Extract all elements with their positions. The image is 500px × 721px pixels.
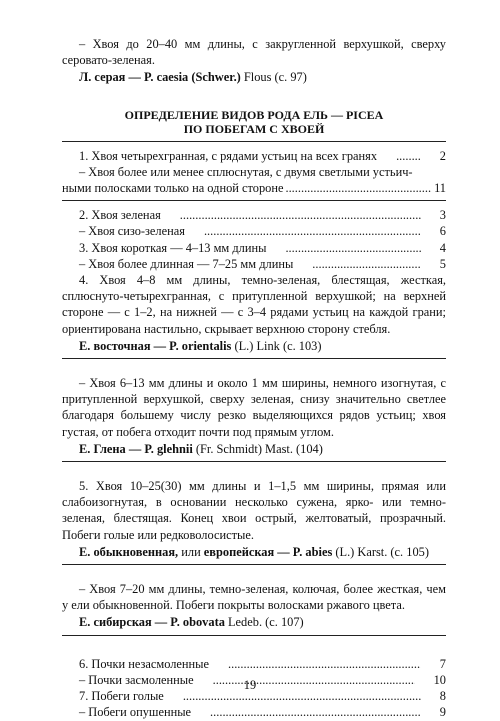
key-line-text: 1. Хвоя четырехгранная, с рядами устьиц на всех гранях xyxy=(79,148,378,163)
key-line-text: – Хвоя сизо-зеленая xyxy=(79,224,185,239)
divider xyxy=(62,141,446,142)
species-latin-name: P. abies xyxy=(292,544,333,559)
key-line-text: – Побеги опушенные xyxy=(79,705,192,720)
species-russian-name: Е. восточная — xyxy=(79,338,170,353)
key-line xyxy=(62,240,446,256)
key-line-number: 5 xyxy=(439,256,446,271)
species-russian-name: Л. серая — xyxy=(79,70,144,85)
species-author: Ledeb. (с. 107) xyxy=(224,615,304,630)
key-line-text: – Хвоя более длинная — 7–25 мм длины xyxy=(79,256,294,271)
species-latin-name: P. obovata xyxy=(170,615,225,630)
species-russian-name: Е. Глена — xyxy=(79,441,145,456)
key-line-text: ными полосками только на одной стороне xyxy=(62,181,284,196)
species-russian-name: Е. обыкновенная, xyxy=(79,544,179,559)
species-author: (L.) Karst. (с. 105) xyxy=(332,544,429,559)
key-line-number: 7 xyxy=(439,656,446,671)
species-russian-name: Е. сибирская — xyxy=(79,615,171,630)
key-line xyxy=(62,704,446,720)
page-content xyxy=(62,36,446,721)
text-paragraph: – Хвоя 6–13 мм длины и около 1 мм ширины, немного изогнутая, с притупленной верхушкой, сверху зеленая, снизу значительно светлее благодаря большему числу резко выделяющихся рядов устьиц; хвоя густая, от побега отходит почти под прямым углом. xyxy=(62,376,446,439)
species-name xyxy=(62,338,446,354)
key-line-number: 8 xyxy=(439,689,446,704)
species-latin-name: P. glehnii xyxy=(144,441,193,456)
key-line-number: 3 xyxy=(439,208,446,223)
species-conjunction: или xyxy=(178,544,204,559)
key-line-text: – Почки засмоленные xyxy=(79,672,194,687)
key-line xyxy=(62,656,446,672)
key-line-number: 9 xyxy=(439,705,446,720)
section-heading-line2: ПО ПОБЕГАМ С ХВОЕЙ xyxy=(183,122,325,137)
key-line-number: 4 xyxy=(439,240,446,255)
key-line-text: 3. Хвоя короткая — 4–13 мм длины xyxy=(79,240,267,255)
species-name xyxy=(62,544,446,560)
species-author: Flous (с. 97) xyxy=(240,70,307,85)
species-author: (L.) Link (с. 103) xyxy=(231,338,322,353)
key-line-text: 2. Хвоя зеленая xyxy=(79,208,161,223)
divider xyxy=(62,635,446,636)
divider xyxy=(62,358,446,359)
text-paragraph: 5. Хвоя 10–25(30) мм длины и 1–1,5 мм ширины, прямая или слабоизогнутая, в основании несколько сужена, ярко- или темно-зеленая, блестящая. Конец хвои острый, желтоватый, прозрачный. Побеги голые или редковолосистые. xyxy=(62,479,446,542)
text-paragraph: 4. Хвоя 4–8 мм длины, темно-зеленая, блестящая, жесткая, сплюснуто-четырехгранная, с притупленной верхушкой; на верхней стороне — с 1–2, на нижней — с 3–4 рядами устьиц на каждой грани; ориентирована настильно, скрывает верхнюю сторону стебля. xyxy=(62,273,446,336)
key-line-text: 6. Почки незасмоленные xyxy=(79,656,210,671)
species-latin-name: P. caesia (Schwer.) xyxy=(143,70,241,85)
key-line xyxy=(62,207,446,223)
key-line xyxy=(62,256,446,272)
key-line xyxy=(62,223,446,239)
key-line-number: 11 xyxy=(434,181,446,196)
species-russian-name: европейская — xyxy=(203,544,293,559)
species-name xyxy=(62,614,446,630)
species-name xyxy=(62,69,446,85)
key-line-number: 2 xyxy=(439,148,446,163)
species-latin-name: P. orientalis xyxy=(169,338,232,353)
key-line-number: 6 xyxy=(439,224,446,239)
key-line-number: 10 xyxy=(433,672,446,687)
text-paragraph: – Хвоя 7–20 мм длины, темно-зеленая, колючая, более жесткая, чем у ели обыкновенной. Побеги покрыты волосками ржавого цвета. xyxy=(62,582,446,613)
divider xyxy=(62,564,446,565)
key-line xyxy=(62,180,446,196)
species-author: (Fr. Schmidt) Mast. (104) xyxy=(192,441,323,456)
key-line-text: 7. Побеги голые xyxy=(79,689,164,704)
section-heading-line1: ОПРЕДЕЛЕНИЕ ВИДОВ РОДА ЕЛЬ — PICEA xyxy=(124,107,384,122)
divider xyxy=(62,461,446,462)
key-line xyxy=(62,148,446,164)
species-name xyxy=(62,441,446,457)
divider xyxy=(62,200,446,201)
page-number: 19 xyxy=(243,678,257,692)
key-line-text: – Хвоя более или менее сплюснутая, с двумя светлыми устьич- xyxy=(79,164,413,179)
text-paragraph: – Хвоя до 20–40 мм длины, с закругленной верхушкой, сверху серовато-зеленая. xyxy=(62,37,446,68)
